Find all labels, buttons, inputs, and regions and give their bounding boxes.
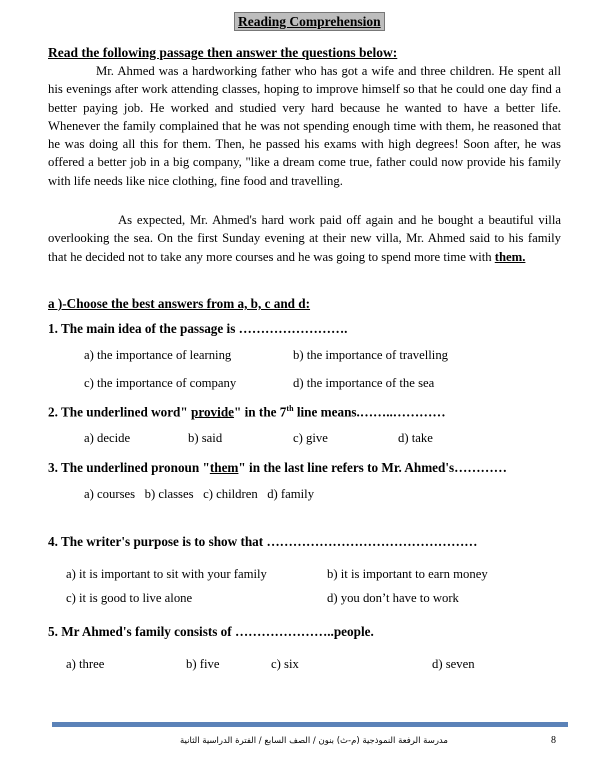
- q1-option-d[interactable]: d) the importance of the sea: [293, 376, 435, 390]
- passage-text-2: As expected, Mr. Ahmed's hard work paid off again and he bought a beautiful villa overlooking the sea. On the first Sunday evening at their new villa, Mr. Ahmed said to his family that he decided not to take any more courses and he was going to spend more time with: [48, 213, 561, 264]
- question-5: 5. Mr Ahmed's family consists of …………………..people.: [48, 624, 374, 639]
- q1-option-a[interactable]: a) the importance of learning: [84, 348, 232, 362]
- q3-pre: 3. The underlined pronoun ": [48, 460, 210, 475]
- q2-option-b[interactable]: b) said: [188, 431, 223, 445]
- q3-word: them: [209, 460, 239, 475]
- q2-post: line means.……..…………: [293, 404, 446, 420]
- page-title: Reading Comprehension: [234, 12, 385, 31]
- passage-text-1: Mr. Ahmed was a hardworking father who has got a wife and three children. He spent all his evenings after work attending classes, hoping to improve himself so that he could one day find a better paying job. He worked and studied very hard because he wanted to have a better life. Whenever the family complained that he was not spending enough time with them, he reasoned that he was doing all this for them. Then, he passed his exams with high degrees! Soon after, he was offered a better job in a big company, "like a dream come true, father could now provide his family with life needs like nice clothing, fine food and travelling.: [48, 64, 561, 188]
- q5-option-a[interactable]: a) three: [66, 657, 105, 671]
- passage-underlined-them: them.: [494, 249, 526, 264]
- passage-paragraph-2: [48, 211, 561, 266]
- question-2: [48, 404, 446, 420]
- footer-divider: [52, 722, 568, 727]
- q5-option-b[interactable]: b) five: [186, 657, 220, 671]
- section-a-heading: a )-Choose the best answers from a, b, c and d:: [48, 296, 311, 311]
- q4-option-a[interactable]: a) it is important to sit with your family: [66, 567, 267, 581]
- q4-option-c[interactable]: c) it is good to live alone: [66, 591, 193, 605]
- q2-word: provide: [191, 404, 235, 420]
- q1-option-b[interactable]: b) the importance of travelling: [293, 348, 449, 362]
- q5-option-c[interactable]: c) six: [271, 657, 299, 671]
- q3-post: " in the last line refers to Mr. Ahmed's…………: [238, 460, 507, 475]
- q1-option-c[interactable]: c) the importance of company: [84, 376, 237, 390]
- q4-option-d[interactable]: d) you don’t have to work: [327, 591, 459, 605]
- q2-pre: 2. The underlined word": [48, 404, 192, 420]
- q4-option-b[interactable]: b) it is important to earn money: [327, 567, 488, 581]
- footer-school-text: مدرسة الرفعة النموذجية (م-ث) بنون / الصف السابع / الفترة الدراسية الثانية: [180, 736, 448, 746]
- question-3: [48, 460, 507, 476]
- question-4: 4. The writer's purpose is to show that …………………………………………: [48, 534, 478, 549]
- q2-sup: th: [286, 404, 294, 413]
- q3-options[interactable]: a) courses b) classes c) children d) family: [84, 487, 315, 501]
- q2-option-c[interactable]: c) give: [293, 431, 328, 445]
- q2-mid: " in the 7: [234, 404, 287, 420]
- instructions: Read the following passage then answer the questions below:: [48, 45, 398, 60]
- q2-option-d[interactable]: d) take: [398, 431, 433, 445]
- question-1: 1. The main idea of the passage is …………………….: [48, 321, 348, 336]
- q2-option-a[interactable]: a) decide: [84, 431, 131, 445]
- q5-option-d[interactable]: d) seven: [432, 657, 475, 671]
- page-number: 8: [551, 735, 556, 746]
- passage-paragraph-1: [48, 62, 561, 190]
